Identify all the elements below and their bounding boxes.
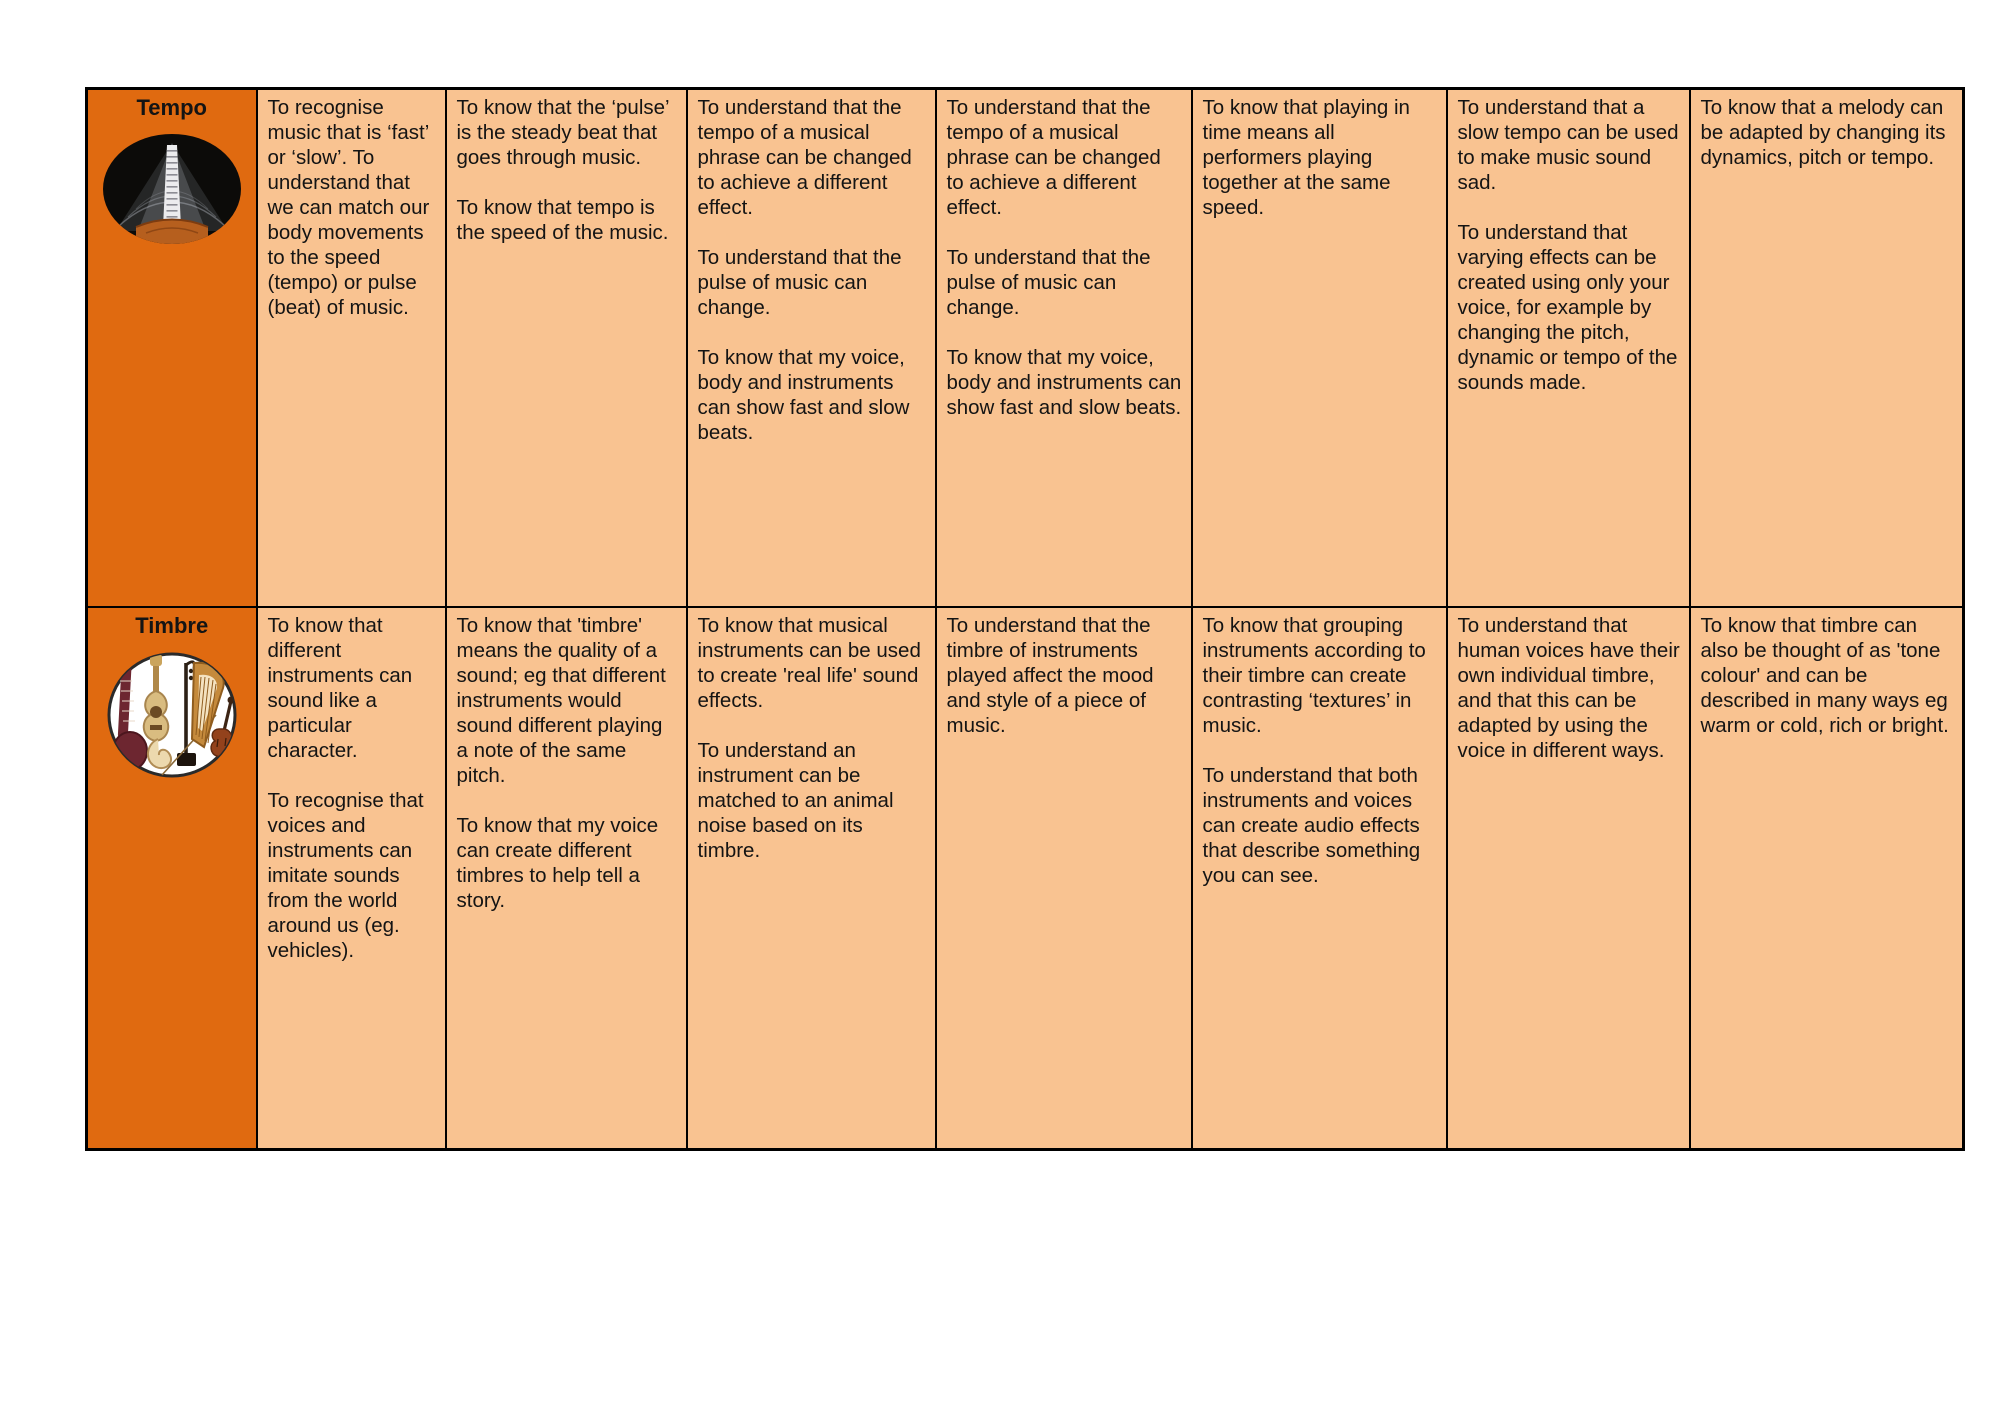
objective-paragraph: To understand that the timbre of instruments played affect the mood and style of a piece of music. — [946, 614, 1154, 737]
objective-cell — [257, 89, 446, 608]
objective-cell — [446, 89, 687, 608]
row-header-tempo — [87, 89, 257, 608]
objective-cell — [1447, 89, 1690, 608]
objective-paragraph: To know that my voice, body and instruments can show fast and slow beats. — [946, 346, 1182, 419]
metronome-icon-wrap — [89, 133, 255, 250]
objective-paragraph: To recognise music that is ‘fast’ or ‘slow’. To understand that we can match our body movements to the speed (tempo) or pulse (beat) of music. — [267, 96, 430, 319]
objective-paragraph: To know that playing in time means all performers playing together at the same speed. — [1202, 96, 1410, 219]
objective-paragraph: To understand that both instruments and voices can create audio effects that describe something you can see. — [1202, 764, 1421, 887]
objective-cell — [1192, 89, 1447, 608]
objective-cell — [446, 607, 687, 1150]
objective-cell — [687, 89, 936, 608]
objective-cell — [1690, 89, 1964, 608]
objective-paragraph: To understand that the pulse of music can change. — [697, 246, 902, 319]
objective-cell — [687, 607, 936, 1150]
objective-paragraph: To know that my voice, body and instruments can show fast and slow beats. — [697, 346, 910, 444]
row-header-label: Timbre — [135, 613, 209, 638]
objective-paragraph: To understand that a slow tempo can be used to make music sound sad. — [1457, 96, 1679, 194]
objective-cell — [1447, 607, 1690, 1150]
objective-paragraph: To know that musical instruments can be used to create 'real life' sound effects. — [697, 614, 921, 712]
instruments-icon-wrap — [89, 651, 255, 784]
objective-paragraph: To understand that human voices have their own individual timbre, and that this can be adapted by using the voice in different ways. — [1457, 614, 1680, 762]
objective-paragraph: To recognise that voices and instruments can imitate sounds from the world around us (eg. vehicles). — [267, 789, 424, 962]
metronome-icon — [102, 133, 242, 245]
objective-cell — [257, 607, 446, 1150]
objective-paragraph: To know that the ‘pulse’ is the steady beat that goes through music. — [456, 96, 669, 169]
objective-cell — [936, 607, 1192, 1150]
objective-paragraph: To know that grouping instruments according to their timbre can create contrasting ‘textures’ in music. — [1202, 614, 1426, 737]
objective-cell — [1192, 607, 1447, 1150]
instruments-icon — [106, 651, 238, 779]
objective-paragraph: To understand an instrument can be matched to an animal noise based on its timbre. — [697, 739, 894, 862]
objective-paragraph: To know that timbre can also be thought of as 'tone colour' and can be described in many ways eg warm or cold, rich or bright. — [1700, 614, 1949, 737]
table-row — [87, 607, 1964, 1150]
table-row — [87, 89, 1964, 608]
music-curriculum-table — [85, 87, 1965, 1151]
objective-paragraph: To know that a melody can be adapted by changing its dynamics, pitch or tempo. — [1700, 96, 1946, 169]
row-header-label: Tempo — [136, 95, 207, 120]
objective-paragraph: To understand that the tempo of a musical phrase can be changed to achieve a different effect. — [697, 96, 912, 219]
row-header-timbre — [87, 607, 257, 1150]
objective-cell — [936, 89, 1192, 608]
objective-paragraph: To know that tempo is the speed of the music. — [456, 196, 669, 244]
objective-paragraph: To know that 'timbre' means the quality of a sound; eg that different instruments would sound different playing a note of the same pitch. — [456, 614, 666, 787]
objective-cell — [1690, 607, 1964, 1150]
objective-paragraph: To know that different instruments can sound like a particular character. — [267, 614, 413, 762]
objective-paragraph: To understand that the tempo of a musical phrase can be changed to achieve a different effect. — [946, 96, 1161, 219]
objective-paragraph: To understand that the pulse of music can change. — [946, 246, 1151, 319]
objective-paragraph: To know that my voice can create different timbres to help tell a story. — [456, 814, 659, 912]
objective-paragraph: To understand that varying effects can be created using only your voice, for example by changing the pitch, dynamic or tempo of the sounds made. — [1457, 221, 1678, 394]
